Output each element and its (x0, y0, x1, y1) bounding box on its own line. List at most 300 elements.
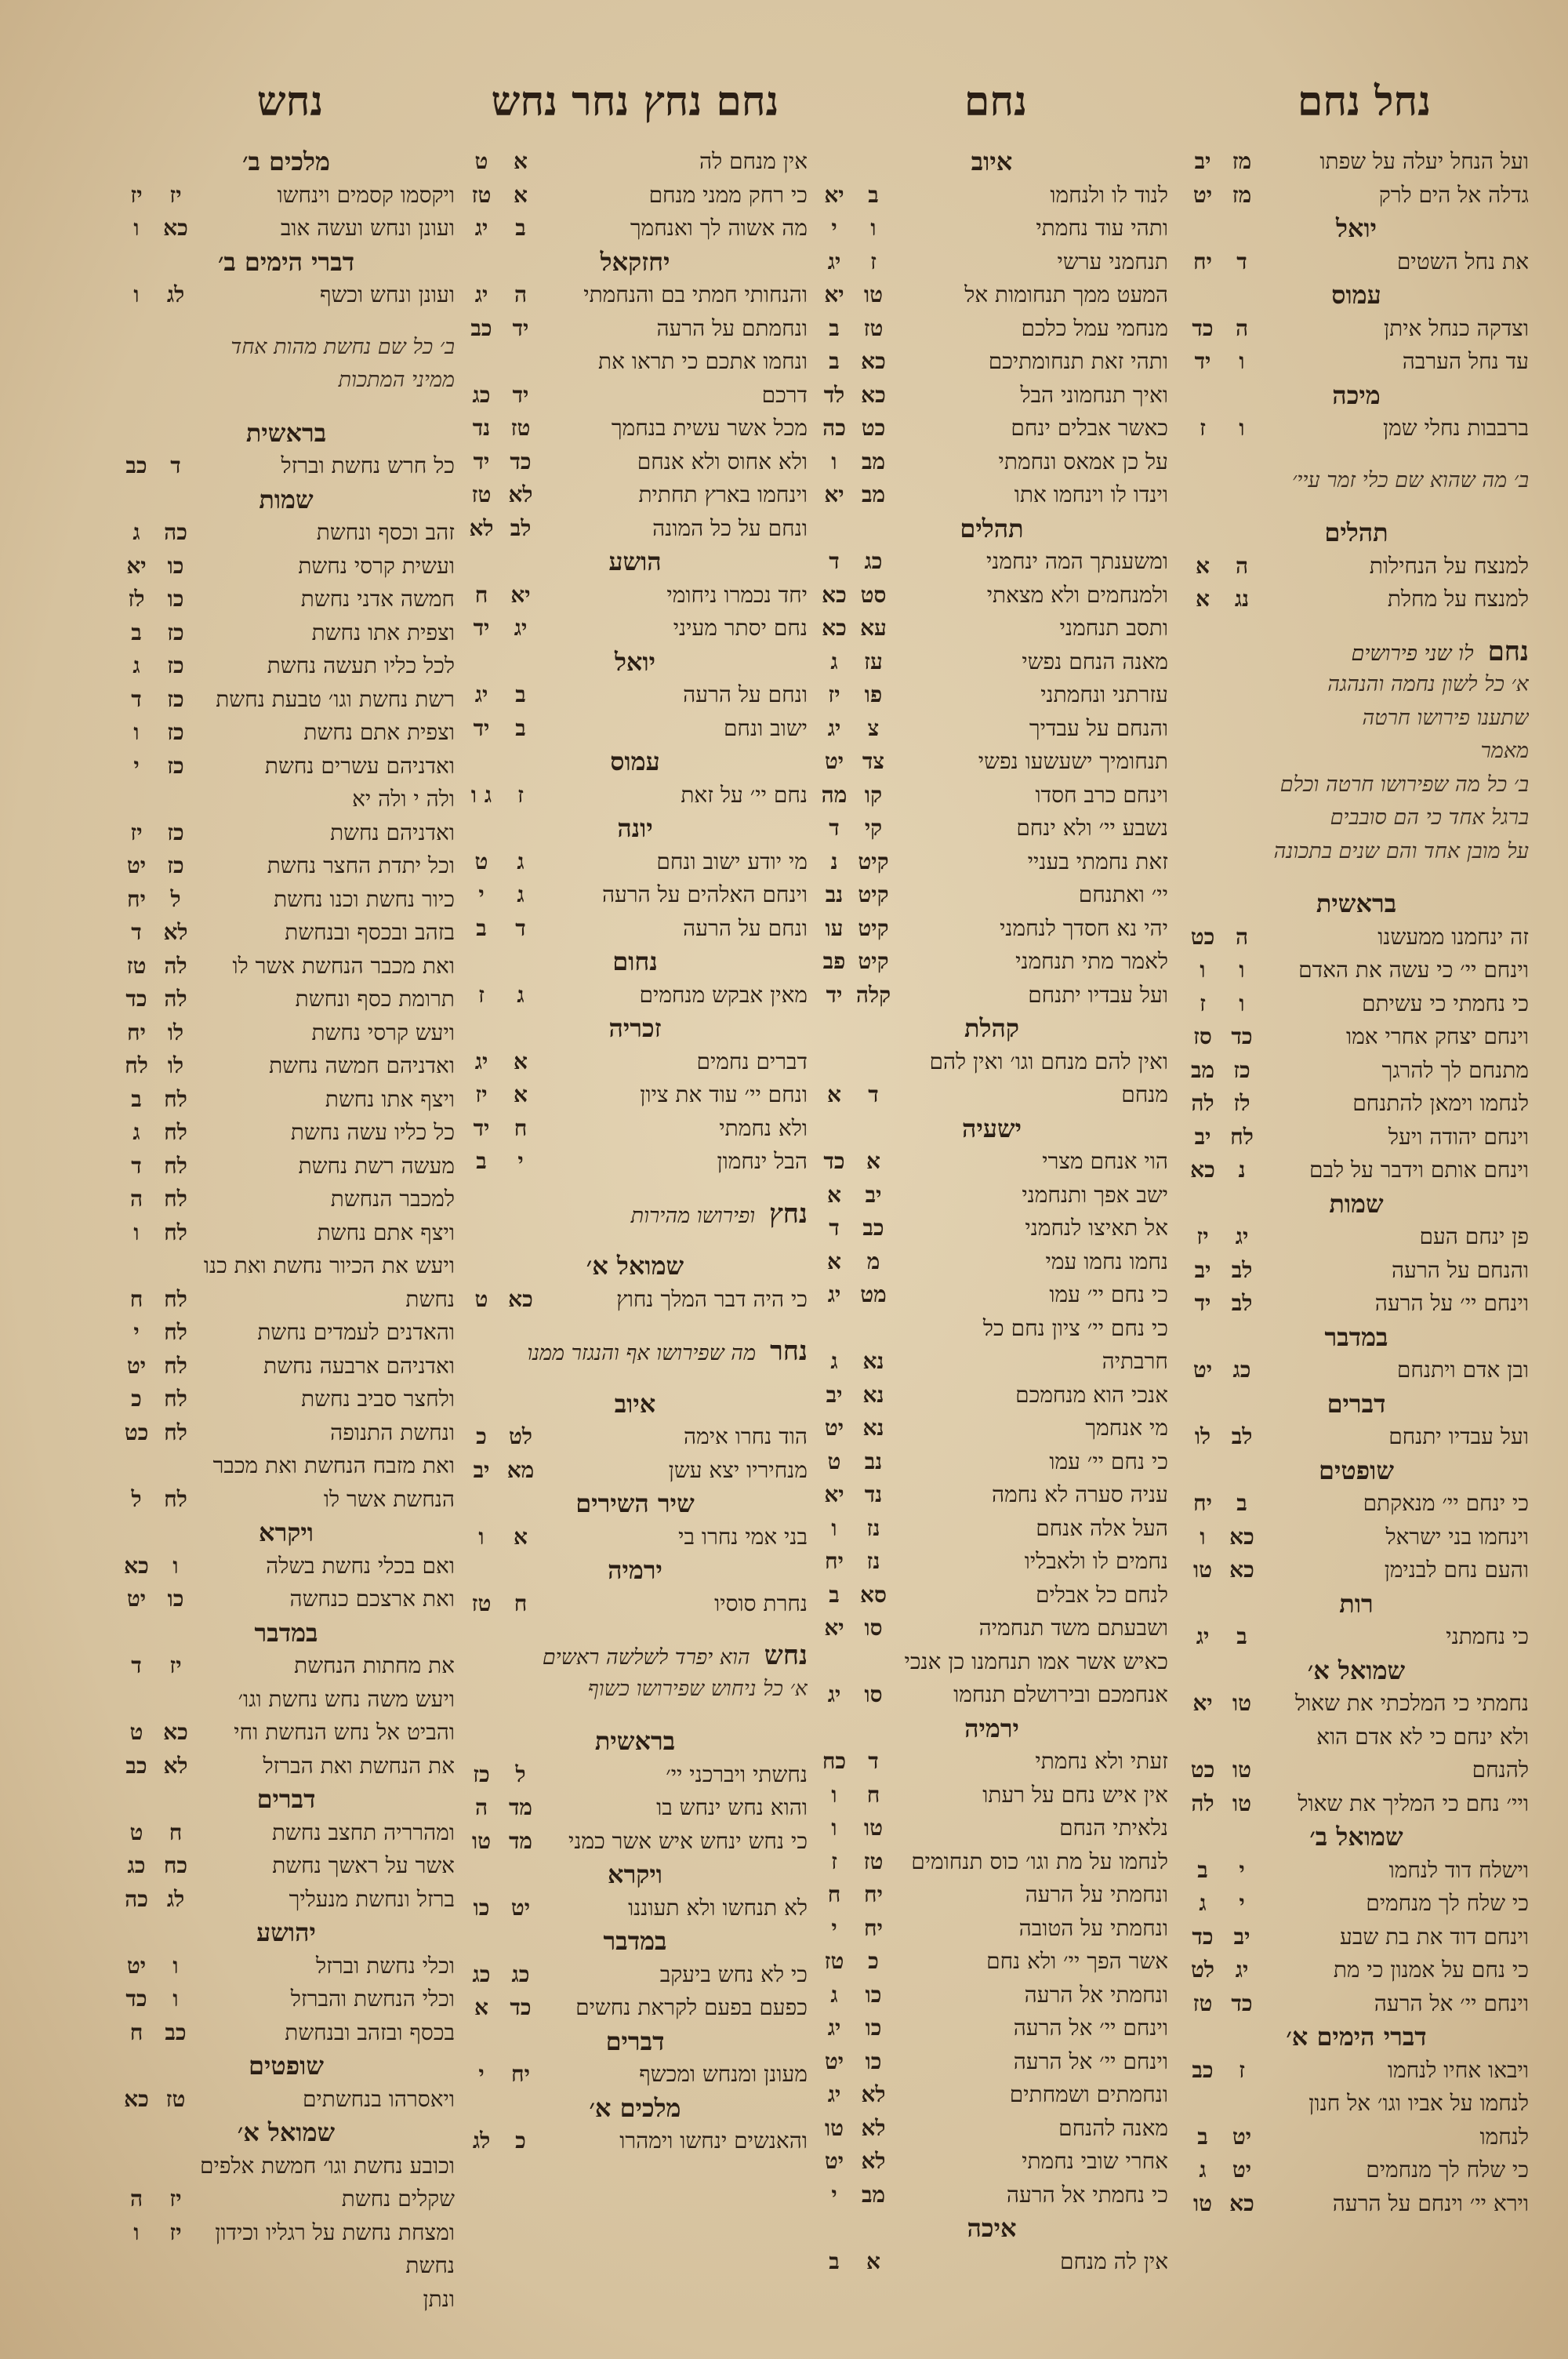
chapter-ref: כה (164, 519, 187, 545)
verse-ref: ט (474, 848, 488, 874)
concordance-line (118, 1849, 455, 1883)
concordance-line (1184, 1620, 1529, 1654)
book-heading: יהושע (256, 1917, 316, 1947)
verse-text: ועל עבדיו יתנחם (1028, 981, 1168, 1008)
book-heading: תהלים (1324, 518, 1388, 547)
verse-text: וינחם אותם וידבר על לבם (1309, 1157, 1529, 1183)
concordance-line (463, 2125, 808, 2158)
chapter-ref: יח (511, 2061, 530, 2087)
verse-ref: ב (131, 619, 142, 645)
concordance-line (815, 2245, 1168, 2279)
verse-text: ישב אפך ותנחמני (1022, 1181, 1168, 1208)
verse-text: ואת ארצכם כנחשה (289, 1586, 455, 1612)
book-heading: ויקרא (608, 1859, 662, 1889)
chapter-ref: כג (1232, 1357, 1251, 1383)
concordance-line (118, 616, 455, 650)
verse-ref: לח (125, 1052, 148, 1078)
verse-text: זעתי ולא נחמתי (1035, 1748, 1168, 1774)
verse-ref: יב (1194, 1256, 1211, 1283)
verse-text: ואדניהם נחשת (330, 819, 455, 845)
book-heading: איוב (614, 1388, 656, 1419)
chapter-ref: י (1239, 1856, 1245, 1883)
chapter-ref: כז (167, 852, 184, 878)
verse-text: תנחומיך ישעשעו נפשי (978, 748, 1168, 774)
chapter-ref: לא (861, 2081, 886, 2107)
concordance-line (118, 1883, 455, 1917)
concordance-line (1184, 1754, 1529, 1787)
concordance-line (463, 845, 808, 879)
concordance-line (1184, 1020, 1529, 1054)
verse-text: אל תאיצו לנחמני (1025, 1215, 1168, 1241)
concordance-line (463, 712, 808, 746)
book-heading: בראשית (245, 417, 327, 448)
concordance-line (1184, 1154, 1529, 1187)
chapter-ref: א (514, 148, 528, 174)
verse-text: וינחם יי׳ אל הרעה (1013, 2015, 1168, 2041)
verse-ref: ח (474, 581, 488, 608)
verse-ref: ו (133, 719, 140, 745)
chapter-ref: יט (1232, 2157, 1252, 2183)
chapter-ref: לא (861, 2114, 886, 2141)
concordance-line (815, 1612, 1168, 1645)
concordance-line (118, 750, 455, 783)
chapter-ref: כו (167, 1586, 184, 1612)
chapter-ref: לב (510, 514, 532, 541)
verse-ref: מב (1190, 1056, 1215, 1083)
concordance-line (118, 1449, 455, 1483)
chapter-ref: כח (163, 1852, 188, 1878)
concordance-line (815, 1379, 1168, 1412)
concordance-line (463, 612, 808, 645)
chapter-ref: קו (864, 781, 883, 808)
chapter-ref: מ (866, 1248, 880, 1274)
verse-text: מעונן ומנחש ומכשף (639, 2061, 808, 2087)
verse-text: וינחמו בארץ תחתית (638, 482, 808, 507)
verse-ref: נב (825, 881, 844, 907)
chapter-ref: לא (861, 2148, 886, 2174)
chapter-ref: ב (1236, 1490, 1247, 1516)
chapter-ref: לח (164, 1319, 187, 1345)
concordance-line (463, 512, 808, 546)
verse-text: וצפית אתו נחשת (311, 619, 455, 645)
verse-text: כל חרש נחשת וברזל (281, 453, 455, 478)
concordance-line (815, 2179, 1168, 2212)
chapter-ref: כג (864, 548, 883, 574)
verse-text: ואדניהם עשרים נחשת (264, 752, 455, 779)
chapter-ref: לא (163, 1752, 188, 1779)
verse-ref: יד (1194, 348, 1211, 374)
concordance-line (815, 1779, 1168, 1812)
concordance-line (118, 1649, 455, 1683)
concordance-line (815, 1478, 1168, 1512)
chapter-ref: ה (1235, 923, 1249, 950)
verse-ref: כד (125, 986, 147, 1012)
verse-ref: טז (471, 1590, 492, 1616)
verse-ref: יח (1193, 248, 1212, 274)
spacer (118, 398, 455, 416)
concordance-line (463, 1283, 808, 1317)
verse-text: ואיך תנחמוני הבל (1020, 381, 1168, 408)
verse-text: וינחם כרב חסדו (1035, 781, 1168, 808)
book-heading: יואל (1335, 213, 1377, 243)
concordance-line (815, 2145, 1168, 2179)
concordance-line (463, 1892, 808, 1925)
verse-text: וצדקה כנחל איתן (1383, 314, 1529, 341)
verse-ref: יא (1192, 1690, 1213, 1716)
concordance-line (815, 312, 1168, 346)
verse-ref: יד (473, 448, 490, 474)
chapter-ref: יז (169, 2219, 182, 2245)
verse-text: לנחם כל אבלים (1035, 1581, 1168, 1608)
chapter-ref: ו (870, 215, 877, 241)
chapter-ref: ה (1235, 314, 1249, 341)
concordance-line (1184, 1487, 1529, 1521)
verse-ref: ב (1197, 2123, 1208, 2150)
concordance-line (118, 983, 455, 1016)
spacer (463, 1316, 808, 1335)
book-heading: קהלת (964, 1013, 1020, 1043)
concordance-line (815, 478, 1168, 512)
chapter-ref: טז (165, 2085, 186, 2112)
chapter-ref: כד (510, 1994, 532, 2020)
chapter-ref: ח (866, 1781, 880, 1808)
header-column-1: נחל נחם (1297, 78, 1432, 125)
concordance-line (815, 1345, 1168, 1379)
chapter-ref: לח (164, 1119, 187, 1145)
chapter-ref: נא (862, 1415, 884, 1441)
verse-text: הבל ינחמון (717, 1148, 808, 1174)
concordance-line (118, 649, 455, 683)
verse-text: והנחותי חמתי בם והנחמתי (583, 282, 808, 307)
concordance-line (1184, 1354, 1529, 1387)
verse-ref: ז (1200, 990, 1206, 1016)
verse-text: ויעש משה נחש נחשת וגו׳ (238, 1685, 455, 1712)
verse-ref: יט (126, 852, 147, 878)
chapter-ref: יט (510, 1894, 531, 1921)
verse-ref: כ (476, 1423, 487, 1449)
concordance-line (463, 1521, 808, 1554)
concordance-line (463, 478, 808, 512)
verse-text: כי נחמתי אל הרעה (1006, 2181, 1168, 2208)
verse-text: יחד נכמרו ניחומי (666, 581, 808, 608)
verse-text: מעשה רשת נחשת (298, 1152, 455, 1179)
book-heading: שמואל א׳ (1307, 1655, 1406, 1685)
verse-text: וינחם יצחק אחרי אמו (1346, 1023, 1529, 1049)
verse-text: ונחמתי אל הרעה (1024, 1981, 1168, 2008)
verse-text: מי אנחמך (1085, 1415, 1168, 1441)
verse-text: ולא נחמתי (719, 1114, 808, 1141)
verse-text: ושבעתם משד תנחמיה (978, 1615, 1168, 1641)
concordance-line (463, 1758, 808, 1792)
concordance-line (815, 1579, 1168, 1612)
chapter-ref: ד (868, 1748, 879, 1774)
concordance-line (118, 883, 455, 917)
concordance-line (815, 645, 1168, 679)
verse-ref: לא (469, 514, 494, 541)
verse-text: ומשענתך המה ינחמני (985, 548, 1168, 574)
concordance-line (815, 1979, 1168, 2012)
chapter-ref: ו (1239, 415, 1245, 441)
verse-ref: טו (1192, 2190, 1213, 2216)
book-heading: שמואל ב׳ (1309, 1822, 1403, 1852)
chapter-ref: מז (1232, 181, 1252, 208)
verse-ref: כב (470, 314, 492, 341)
verse-text: וינחם יי׳ על הרעה (1374, 1290, 1529, 1316)
concordance-line (815, 1312, 1168, 1346)
spacer (118, 312, 455, 331)
concordance-line (463, 1454, 808, 1488)
chapter-ref: יב (865, 1181, 882, 1208)
concordance-line (118, 849, 455, 883)
verse-ref: ד (131, 1152, 142, 1179)
verse-ref: ג (1199, 2157, 1207, 2183)
verse-text: ויי׳ נחם כי המליך את שאול (1298, 1790, 1529, 1816)
verse-text: וצפית אתם נחשת (303, 719, 455, 745)
book-heading: בראשית (1316, 889, 1397, 918)
verse-ref: א (1196, 586, 1210, 612)
verse-text: ומצחת נחשת על רגליו וכידון (215, 2219, 455, 2245)
verse-text: ועשית קרסי נחשת (298, 552, 455, 579)
verse-ref: יז (828, 682, 840, 707)
verse-text: גדלה אל הים לרק (1378, 181, 1529, 208)
verse-text: על כן אמאס ונחמתי (998, 448, 1168, 474)
chapter-ref: ב (515, 682, 526, 707)
chapter-ref: לו (167, 1019, 184, 1045)
verse-ref: כז (473, 1761, 490, 1787)
verse-text: ברזל ונחשת מנעליך (289, 1885, 455, 1912)
chapter-ref: כו (167, 586, 184, 612)
verse-ref: יב (1194, 1123, 1211, 1150)
concordance-line (815, 845, 1168, 879)
verse-ref: סז (1193, 1023, 1212, 1049)
verse-ref: י (133, 752, 140, 779)
verse-text: הנחשת אשר לו (323, 1485, 455, 1512)
chapter-ref: יח (864, 1881, 883, 1907)
concordance-line (815, 212, 1168, 245)
chapter-ref: ד (1236, 248, 1247, 274)
chapter-ref: א (866, 1148, 880, 1174)
verse-ref: ג (830, 1348, 838, 1374)
verse-text: את נחל השטים (1396, 248, 1529, 274)
verse-ref: יד (1194, 1290, 1211, 1316)
chapter-ref: לו (167, 1052, 184, 1078)
concordance-line (1184, 1220, 1529, 1254)
chapter-ref: יא (510, 581, 531, 608)
chapter-ref: צד (862, 748, 885, 774)
concordance-line (118, 2216, 455, 2250)
verse-text: ואת מזבח הנחשת ואת מכבר (212, 1452, 455, 1478)
verse-ref: נ (830, 848, 838, 874)
verse-text: נחרת סוסיו (714, 1590, 808, 1616)
chapter-ref: טו (1232, 1690, 1252, 1716)
verse-text: מכל אשר עשית בנחמך (611, 415, 808, 441)
concordance-line (815, 245, 1168, 279)
verse-ref: יט (1192, 181, 1213, 208)
chapter-ref: כא (163, 215, 188, 241)
chapter-ref: מט (860, 1281, 887, 1307)
concordance-line (815, 1212, 1168, 1245)
book-heading: דברי הימים א׳ (1286, 2022, 1427, 2052)
verse-text: ונחמו אתכם כי תראו את (598, 348, 808, 374)
verse-text: בכסף ובזהב ובנחשת (285, 2019, 455, 2045)
verse-ref: ג (830, 648, 838, 674)
chapter-ref: י (517, 1148, 524, 1174)
concordance-line (1184, 2054, 1529, 2088)
verse-ref: ז (1200, 415, 1206, 441)
concordance-line (118, 2150, 455, 2183)
chapter-ref: ב (515, 215, 526, 241)
verse-ref: כט (1190, 1757, 1215, 1783)
verse-text: בני אמי נחרו בי (678, 1523, 808, 1550)
concordance-line (815, 1545, 1168, 1579)
verse-ref: י (831, 2181, 837, 2208)
chapter-ref: ו (1239, 957, 1245, 983)
verse-ref: כא (1190, 1157, 1215, 1183)
verse-text: ותסב תנחמני (1059, 615, 1168, 641)
concordance-line (1184, 245, 1529, 279)
verse-ref: יד (826, 981, 843, 1008)
concordance-line (463, 1112, 808, 1146)
concordance-line (463, 979, 808, 1012)
section-note: על מובן אחד והם שנים בתכונה (1273, 838, 1529, 863)
verse-text: והעם נחם לבנימן (1384, 1557, 1529, 1583)
verse-text: וכלי נחשת וברזל (316, 1952, 455, 1979)
verse-text: והוא נחש ינחש בו (656, 1794, 808, 1820)
concordance-line (1184, 1687, 1529, 1721)
verse-text: יי׳ ואתנחם (1078, 881, 1168, 907)
chapter-ref: יג (1235, 1223, 1249, 1249)
root-word: נחץ (769, 1198, 808, 1230)
book-heading: דברים (605, 2026, 665, 2056)
chapter-ref: כז (167, 685, 184, 712)
verse-text: ונחם על הרעה (683, 914, 808, 941)
verse-text: לאמר מתי תנחמני (1015, 948, 1168, 974)
verse-text: תרומת כסף ונחשת (295, 986, 455, 1012)
verse-ref: יב (1194, 148, 1211, 174)
verse-ref: ו (831, 448, 837, 474)
concordance-line (118, 1316, 455, 1350)
chapter-ref: כז (167, 652, 184, 678)
concordance-line (118, 583, 455, 616)
verse-ref: טז (126, 952, 147, 979)
verse-ref: טז (471, 181, 492, 208)
verse-ref: ג (132, 519, 140, 545)
chapter-ref: ל (515, 1761, 526, 1787)
verse-text: אשר על ראשך נחשת (272, 1852, 455, 1878)
verse-text: נחם יי׳ על זאת (681, 781, 808, 808)
verse-text: נחמו נחמו עמי (1045, 1248, 1168, 1274)
verse-text: מנחיריו יצא עשן (668, 1456, 808, 1483)
concordance-line (815, 2112, 1168, 2146)
section-note: ממיני המתכות (338, 368, 455, 392)
concordance-line (118, 1683, 455, 1717)
verse-ref: כט (124, 1419, 149, 1445)
verse-ref: יב (826, 1381, 843, 1408)
verse-ref: יז (1196, 1223, 1209, 1249)
verse-text: ונחשת התנופה (330, 1419, 455, 1445)
verse-text: המעט ממך תנחומות אל (964, 282, 1168, 307)
column-4 (118, 145, 455, 2341)
section-note: ב׳ מה שהוא שם כלי זמר עיי׳ (1292, 467, 1529, 493)
concordance-line (815, 445, 1168, 479)
verse-text: בזהב ובכסף ובנחשת (285, 919, 455, 945)
chapter-ref: יז (169, 181, 182, 208)
verse-ref: ו (1200, 957, 1206, 983)
verse-ref: יט (126, 1352, 147, 1379)
verse-ref: לו (1194, 1423, 1211, 1449)
verse-text: אשר הפך יי׳ ולא נחם (986, 1948, 1168, 1974)
chapter-ref: נז (866, 1548, 880, 1574)
concordance-line (118, 1083, 455, 1117)
root-entry (1184, 635, 1529, 669)
concordance-line (1184, 550, 1529, 583)
verse-text: ועל עבדיו יתנחם (1388, 1423, 1529, 1449)
verse-ref: פב (822, 948, 846, 974)
concordance-line (815, 945, 1168, 979)
concordance-line (463, 579, 808, 612)
verse-ref: יב (473, 1456, 490, 1483)
verse-text: נחם יסתר מעיני (673, 615, 808, 641)
book-heading: במדבר (254, 1617, 318, 1648)
column-2 (815, 145, 1168, 2341)
section-note: ברגל אחד כי הם סובבים (1330, 805, 1529, 830)
chapter-ref: ב (1236, 1623, 1247, 1649)
concordance-line (1184, 1420, 1529, 1454)
verse-text: כי נחם על אמנון כי מת (1333, 1957, 1529, 1983)
chapter-ref: נד (864, 1481, 883, 1507)
book-heading: נחום (612, 947, 658, 976)
concordance-line (118, 1283, 455, 1317)
chapter-ref: סו (864, 1681, 883, 1707)
concordance-line (815, 712, 1168, 746)
verse-ref: א (827, 1081, 841, 1107)
chapter-ref: יז (169, 1652, 182, 1678)
chapter-ref: לב (1231, 1423, 1253, 1449)
concordance-line (118, 550, 455, 583)
verse-ref: ו (133, 282, 140, 307)
verse-ref: כב (1192, 2056, 1214, 2083)
concordance-line (815, 1045, 1168, 1079)
verse-ref: יג (827, 248, 841, 274)
verse-ref: לט (1190, 1957, 1214, 1983)
verse-ref: ב (829, 314, 840, 341)
book-heading: שמות (1329, 1188, 1384, 1219)
verse-text: ולה י ולה יא (352, 786, 455, 812)
verse-text: וינחם דוד את בת שבע (1340, 1923, 1529, 1950)
verse-ref: טו (824, 2114, 844, 2141)
concordance-line (815, 412, 1168, 445)
verse-ref: ה (129, 1186, 143, 1212)
verse-text: וכל יתדת החצר נחשת (267, 852, 455, 878)
concordance-line (1184, 345, 1529, 379)
verse-text: כאשר אבלים ינחם (1011, 415, 1168, 441)
book-heading: שיר השירים (575, 1488, 695, 1518)
concordance-line (1184, 145, 1529, 179)
verse-text: לנחמו על מת וגו׳ כוס תנחומים (911, 1848, 1168, 1874)
concordance-line (815, 1745, 1168, 1779)
concordance-line (1184, 954, 1529, 987)
verse-ref: ב (829, 1581, 840, 1608)
verse-ref: יא (824, 282, 844, 307)
chapter-ref: כז (167, 719, 184, 745)
chapter-ref: קלה (855, 981, 891, 1008)
concordance-line (118, 683, 455, 717)
concordance-line (815, 979, 1168, 1012)
verse-ref: ה (474, 1794, 488, 1820)
concordance-line (815, 779, 1168, 812)
verse-text: ונחמתי על הרעה (1025, 1881, 1168, 1907)
verse-ref: לה (1191, 1790, 1214, 1816)
